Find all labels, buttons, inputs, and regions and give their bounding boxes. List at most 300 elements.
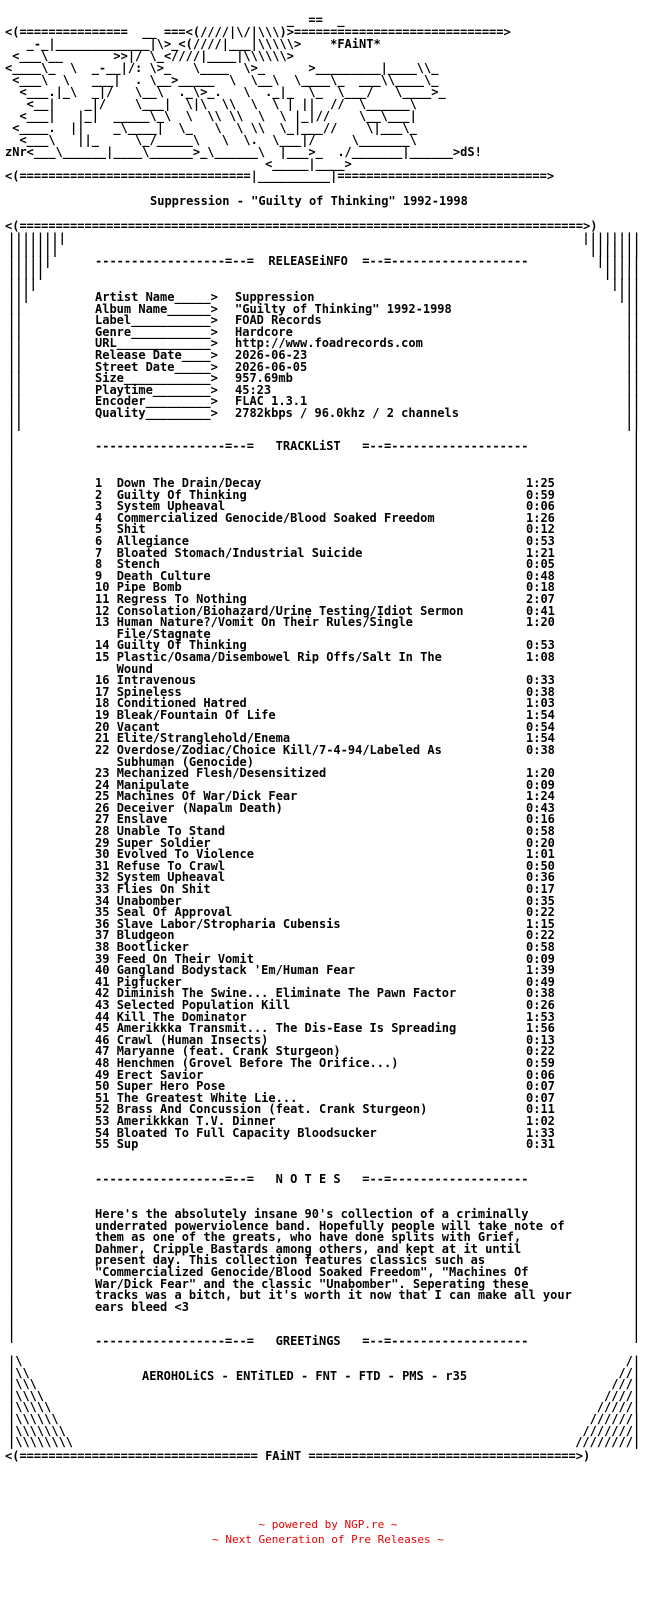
track-title: Spineless bbox=[116, 684, 182, 699]
logo-line: _-_|_____________|\>_<(////|___|\\\\\> *FAiNT* bbox=[5, 37, 381, 51]
track-title: Vacant bbox=[116, 719, 161, 734]
track-duration: 0:58 bbox=[526, 940, 555, 954]
track-number: 10 bbox=[95, 580, 110, 595]
frame-left-edge: | bbox=[8, 945, 16, 959]
frame-left-edge: | bbox=[8, 705, 16, 719]
track-title: Pipe Bomb bbox=[116, 580, 182, 595]
frame-right-edge: || bbox=[625, 393, 641, 408]
frame-right-edge: | bbox=[632, 1173, 641, 1187]
frame-left-edge: |\\ bbox=[8, 1365, 30, 1380]
track-title: Stench bbox=[116, 557, 161, 572]
frame-left-edge: || bbox=[8, 370, 23, 385]
track-number: 13 bbox=[95, 615, 110, 630]
frame-left-edge: | bbox=[8, 1269, 16, 1283]
track-duration: 1:15 bbox=[526, 916, 555, 931]
frame-left-edge: | bbox=[8, 585, 16, 599]
track-title: Gangland Bodystack 'Em/Human Fear bbox=[116, 963, 356, 978]
track-duration: 1:39 bbox=[526, 963, 555, 978]
frame-left-edge: | bbox=[8, 1149, 16, 1163]
track-number: 17 bbox=[95, 684, 110, 699]
footer-tagline: ~ Next Generation of Pre Releases ~ bbox=[212, 1533, 444, 1546]
section-header-greetings: ------------------=--= GREETiNGS =--=------------------- bbox=[95, 1334, 529, 1348]
frame-right-edge: | bbox=[632, 1221, 641, 1235]
frame-right-edge: | bbox=[632, 681, 641, 695]
track-title: Evolved To Violence bbox=[116, 847, 254, 862]
track-number: 49 bbox=[95, 1067, 110, 1082]
track-number: 38 bbox=[95, 940, 110, 954]
track-number: 12 bbox=[95, 603, 110, 618]
frame-right-edge: | bbox=[632, 1317, 641, 1331]
track-duration: 0:09 bbox=[526, 777, 555, 792]
frame-left-edge: | bbox=[8, 561, 16, 575]
track-number: 44 bbox=[95, 1009, 110, 1024]
notes-line: Dahmer, Cripple Bastards among others, and kept at it until bbox=[95, 1241, 522, 1256]
track-duration: 0:06 bbox=[526, 499, 555, 514]
frame-left-edge: ||||| bbox=[8, 265, 45, 280]
track-title: The Greatest White Lie... bbox=[116, 1090, 298, 1105]
frame-left-edge: | bbox=[8, 621, 16, 635]
track-duration: 1:20 bbox=[526, 766, 555, 780]
logo-line: zNr<___\______|____\______>_\______\ |___>_ ./_______|______>dS! bbox=[5, 145, 482, 159]
frame-left-edge: | bbox=[8, 1329, 16, 1343]
frame-right-edge: ////////| bbox=[575, 1435, 641, 1450]
frame-right-edge: | bbox=[632, 657, 641, 671]
track-number: 52 bbox=[95, 1102, 110, 1117]
frame-left-edge: | bbox=[8, 837, 16, 851]
frame-left-edge: | bbox=[8, 537, 16, 551]
track-duration: 0:07 bbox=[526, 1079, 555, 1094]
track-number: 32 bbox=[95, 870, 110, 885]
track-duration: 2:07 bbox=[526, 592, 555, 606]
frame-right-edge: | bbox=[632, 501, 641, 515]
frame-right-edge: | bbox=[632, 789, 641, 803]
track-title: Down The Drain/Decay bbox=[116, 476, 262, 490]
frame-left-edge: ||| bbox=[8, 289, 30, 303]
frame-left-edge: || bbox=[8, 300, 23, 315]
track-title: Intravenous bbox=[116, 673, 197, 688]
notes-line: present day. This collection features classics such as bbox=[95, 1253, 486, 1268]
track-duration: 1:25 bbox=[526, 476, 555, 490]
frame-right-edge: | bbox=[632, 729, 641, 743]
frame-left-edge: | bbox=[8, 729, 16, 743]
frame-right-edge: | bbox=[632, 1005, 641, 1019]
frame-right-edge: | bbox=[632, 1245, 641, 1259]
notes-line: "Commercialized Genocide/Blood Soaked Freedom", "Machines Of bbox=[95, 1265, 529, 1279]
frame-right-edge: ||| bbox=[618, 289, 641, 303]
frame-left-edge: | bbox=[8, 741, 16, 755]
track-duration: 0:33 bbox=[526, 673, 555, 688]
frame-right-edge: | bbox=[632, 429, 641, 443]
frame-right-edge: ///////| bbox=[582, 1423, 641, 1438]
track-duration: 0:54 bbox=[526, 719, 555, 734]
frame-left-edge: | bbox=[8, 633, 16, 647]
frame-right-edge: | bbox=[632, 537, 641, 551]
frame-right-edge: | bbox=[632, 909, 641, 923]
frame-left-edge: | bbox=[8, 597, 16, 611]
track-number: 34 bbox=[95, 893, 110, 908]
frame-left-edge: | bbox=[8, 1041, 16, 1055]
release-info-label: Artist Name_____> bbox=[95, 290, 218, 304]
track-duration: 0:06 bbox=[526, 1067, 555, 1082]
logo-line: <(================================|__________|=============================> bbox=[5, 169, 555, 183]
frame-right-edge: | bbox=[632, 633, 641, 647]
logo-line: <____\_ \ _-__|/: \>_ \____ \>_ >_________|____\\_ bbox=[5, 61, 439, 75]
track-duration: 0:53 bbox=[526, 534, 555, 548]
track-title: System Upheaval bbox=[116, 499, 226, 514]
track-duration: 0:59 bbox=[526, 487, 555, 502]
track-number: 30 bbox=[95, 847, 110, 862]
track-title: Super Hero Pose bbox=[116, 1079, 226, 1094]
frame-right-edge: |||||||| bbox=[582, 231, 641, 245]
frame-left-edge: | bbox=[8, 1293, 16, 1307]
track-number: 20 bbox=[95, 719, 110, 734]
frame-right-edge: | bbox=[632, 837, 641, 851]
track-title: Super Soldier bbox=[116, 835, 211, 850]
frame-right-edge: | bbox=[632, 1089, 641, 1103]
track-duration: 1:54 bbox=[526, 731, 555, 746]
frame-left-edge: | bbox=[8, 1089, 16, 1103]
frame-left-edge: | bbox=[8, 1209, 16, 1223]
track-number: 51 bbox=[95, 1090, 110, 1105]
frame-right-edge: | bbox=[632, 597, 641, 611]
track-title: Mechanized Flesh/Desensitized bbox=[116, 766, 327, 780]
frame-left-edge: || bbox=[8, 358, 23, 373]
frame-left-edge: | bbox=[8, 717, 16, 731]
track-title: Manipulate bbox=[116, 777, 189, 792]
frame-left-edge: |\ bbox=[8, 1354, 23, 1368]
track-duration: 0:59 bbox=[526, 1056, 555, 1070]
frame-right-edge: | bbox=[632, 1281, 641, 1295]
track-number: 46 bbox=[95, 1032, 110, 1047]
frame-left-edge: || bbox=[8, 416, 23, 431]
track-duration: 1:21 bbox=[526, 545, 555, 560]
frame-left-edge: |\\\\\\ bbox=[8, 1412, 59, 1426]
frame-right-edge: | bbox=[632, 813, 641, 827]
frame-left-edge: | bbox=[8, 1125, 16, 1139]
track-duration: 0:38 bbox=[526, 684, 555, 699]
frame-bottom: <(================================= FAiNT =====================================>) bbox=[5, 1449, 591, 1463]
release-info-value: 45:23 bbox=[235, 382, 272, 397]
frame-top: <(==============================================================================>) bbox=[5, 219, 598, 233]
frame-left-edge: |\\\\\\\ bbox=[8, 1423, 66, 1438]
section-header-releaseinfo: ------------------=--= RELEASEiNFO =--=------------------- bbox=[95, 254, 529, 268]
frame-left-edge: | bbox=[8, 525, 16, 539]
track-number: 50 bbox=[95, 1079, 110, 1094]
frame-right-edge: || bbox=[625, 335, 641, 350]
frame-left-edge: | bbox=[8, 1197, 16, 1211]
release-info-value: Suppression bbox=[235, 290, 315, 304]
track-duration: 0:18 bbox=[526, 580, 555, 595]
track-title: Plastic/Osama/Disembowel Rip Offs/Salt In The Wound bbox=[116, 650, 442, 676]
section-header-notes: ------------------=--= N O T E S =--=------------------- bbox=[95, 1172, 529, 1186]
frame-left-edge: | bbox=[8, 801, 16, 815]
frame-left-edge: | bbox=[8, 1245, 16, 1259]
frame-right-edge: | bbox=[632, 1125, 641, 1139]
release-info-label: Encoder_________> bbox=[95, 394, 218, 409]
track-row bbox=[95, 512, 435, 524]
track-title: Enslave bbox=[116, 812, 168, 827]
frame-left-edge: |||||| bbox=[8, 254, 52, 269]
track-title: Regress To Nothing bbox=[116, 592, 247, 606]
frame-right-edge: || bbox=[625, 416, 641, 431]
release-info-label: Playtime________> bbox=[95, 382, 218, 397]
release-info-label: Album Name______> bbox=[95, 301, 218, 316]
notes-line: War/Dick Fear" and the classic "Unabomber". Seperating these bbox=[95, 1276, 529, 1291]
frame-right-edge: | bbox=[632, 1269, 641, 1283]
track-number: 2 bbox=[95, 487, 103, 502]
frame-left-edge: | bbox=[8, 1173, 16, 1187]
track-title: Slave Labor/Stropharia Cubensis bbox=[116, 916, 341, 931]
track-title: Erect Savior bbox=[116, 1067, 204, 1082]
track-number: 23 bbox=[95, 766, 110, 780]
track-number: 45 bbox=[95, 1021, 110, 1036]
frame-right-edge: || bbox=[625, 358, 641, 373]
track-duration: 0:49 bbox=[526, 974, 555, 989]
notes-line: Here's the absolutely insane 90's collection of a criminally bbox=[95, 1207, 529, 1221]
frame-right-edge: | bbox=[632, 561, 641, 575]
frame-left-edge: | bbox=[8, 465, 16, 479]
track-title: Guilty Of Thinking bbox=[116, 638, 247, 653]
track-duration: 0:22 bbox=[526, 905, 555, 920]
release-subtitle: Suppression - "Guilty of Thinking" 1992-1998 bbox=[150, 194, 468, 208]
track-number: 9 bbox=[95, 568, 103, 583]
frame-right-edge: | bbox=[632, 1197, 641, 1211]
frame-right-edge: | bbox=[632, 465, 641, 479]
track-title: Allegiance bbox=[116, 534, 189, 548]
frame-left-edge: || bbox=[8, 347, 23, 361]
track-title: Amerikkkan T.V. Dinner bbox=[116, 1114, 276, 1128]
frame-right-edge: ||||| bbox=[604, 265, 641, 280]
frame-left-edge: | bbox=[8, 1161, 16, 1175]
frame-right-edge: |||| bbox=[611, 277, 641, 292]
frame-left-edge: |\\\\ bbox=[8, 1388, 45, 1403]
track-duration: 0:12 bbox=[526, 522, 555, 537]
track-number: 40 bbox=[95, 963, 110, 978]
frame-right-edge: | bbox=[632, 525, 641, 539]
track-title: Flies On Shit bbox=[116, 882, 211, 896]
track-duration: 1:20 bbox=[526, 615, 555, 630]
release-info-value: Hardcore bbox=[235, 324, 293, 339]
release-info-label: Release Date____> bbox=[95, 348, 218, 362]
frame-left-edge: | bbox=[8, 993, 16, 1007]
frame-left-edge: | bbox=[8, 429, 16, 443]
frame-left-edge: | bbox=[8, 501, 16, 515]
frame-left-edge: | bbox=[8, 669, 16, 683]
frame-left-edge: | bbox=[8, 1065, 16, 1079]
release-info-value: 2026-06-05 bbox=[235, 359, 308, 374]
greetings-text: AEROHOLiCS - ENTiTLED - FNT - FTD - PMS - r35 bbox=[142, 1369, 468, 1383]
logo-line: <___\__ >>|/ \_<////|____|\\\\\\> bbox=[5, 49, 294, 63]
track-title: Amerikkka Transmit... The Dis-Ease Is Spreading bbox=[116, 1021, 457, 1036]
track-row bbox=[95, 651, 442, 675]
track-title: Diminish The Swine... Eliminate The Pawn Factor bbox=[116, 986, 457, 1001]
track-duration: 1:56 bbox=[526, 1021, 555, 1036]
frame-right-edge: | bbox=[632, 1065, 641, 1079]
notes-line: underrated powerviolence band. Hopefully people will take note of bbox=[95, 1218, 565, 1233]
track-number: 15 bbox=[95, 650, 110, 664]
track-title: Crawl (Human Insects) bbox=[116, 1032, 269, 1047]
frame-left-edge: | bbox=[8, 1281, 16, 1295]
frame-left-edge: | bbox=[8, 813, 16, 827]
frame-left-edge: | bbox=[8, 825, 16, 839]
frame-right-edge: | bbox=[632, 513, 641, 527]
track-duration: 0:16 bbox=[526, 812, 555, 827]
frame-right-edge: | bbox=[632, 1053, 641, 1067]
track-title: Elite/Stranglehold/Enema bbox=[116, 731, 291, 746]
track-duration: 0:48 bbox=[526, 568, 555, 583]
track-duration: 0:22 bbox=[526, 1044, 555, 1059]
frame-right-edge: | bbox=[632, 1305, 641, 1319]
logo-line: _ == _ bbox=[5, 13, 345, 27]
frame-left-edge: | bbox=[8, 1185, 16, 1199]
release-info-value: FLAC 1.3.1 bbox=[235, 394, 308, 409]
release-info-label: Street Date_____> bbox=[95, 359, 218, 374]
logo-line: <_____|____> bbox=[5, 157, 352, 171]
frame-left-edge: | bbox=[8, 1053, 16, 1067]
frame-right-edge: | bbox=[632, 573, 641, 587]
frame-left-edge: | bbox=[8, 861, 16, 875]
frame-left-edge: | bbox=[8, 609, 16, 623]
track-duration: 0:38 bbox=[526, 742, 555, 757]
frame-left-edge: | bbox=[8, 1101, 16, 1115]
track-title: Shit bbox=[116, 522, 146, 537]
frame-right-edge: | bbox=[632, 1029, 641, 1043]
track-title: Commercialized Genocide/Blood Soaked Freedom bbox=[116, 510, 435, 525]
frame-left-edge: || bbox=[8, 312, 23, 327]
frame-left-edge: |||||||| bbox=[8, 231, 66, 245]
logo-line: <___| |_| _____\_\ \ \\ \\ \ \ |_|// \__\___| bbox=[5, 109, 417, 123]
frame-right-edge: | bbox=[632, 1041, 641, 1055]
frame-right-edge: | bbox=[632, 693, 641, 707]
track-number: 5 bbox=[95, 522, 103, 537]
frame-right-edge: | bbox=[632, 645, 641, 659]
track-number: 43 bbox=[95, 998, 110, 1012]
frame-left-edge: |||| bbox=[8, 277, 37, 292]
track-number: 18 bbox=[95, 696, 110, 711]
track-title: Kill The Dominator bbox=[116, 1009, 247, 1024]
track-number: 55 bbox=[95, 1137, 110, 1152]
track-number: 21 bbox=[95, 731, 110, 746]
frame-left-edge: | bbox=[8, 489, 16, 503]
track-duration: 0:11 bbox=[526, 1102, 555, 1117]
track-duration: 0:05 bbox=[526, 557, 555, 572]
frame-left-edge: |\\\\\ bbox=[8, 1400, 52, 1415]
frame-left-edge: | bbox=[8, 573, 16, 587]
frame-right-edge: //////| bbox=[589, 1412, 641, 1426]
track-title: Bootlicker bbox=[116, 940, 189, 954]
track-number: 7 bbox=[95, 545, 103, 560]
track-duration: 1:54 bbox=[526, 708, 555, 722]
frame-left-edge: | bbox=[8, 1113, 16, 1127]
track-number: 42 bbox=[95, 986, 110, 1001]
track-number: 54 bbox=[95, 1125, 110, 1140]
track-duration: 0:22 bbox=[526, 928, 555, 943]
track-number: 3 bbox=[95, 499, 103, 514]
track-duration: 0:31 bbox=[526, 1137, 555, 1152]
track-duration: 0:58 bbox=[526, 824, 555, 838]
footer-powered-by: ~ powered by NGP.re ~ bbox=[258, 1518, 398, 1531]
track-number: 53 bbox=[95, 1114, 110, 1128]
track-duration: 0:07 bbox=[526, 1090, 555, 1105]
frame-right-edge: | bbox=[632, 777, 641, 791]
frame-left-edge: | bbox=[8, 1137, 16, 1151]
track-number: 39 bbox=[95, 951, 110, 966]
track-number: 36 bbox=[95, 916, 110, 931]
track-number: 24 bbox=[95, 777, 110, 792]
frame-left-edge: | bbox=[8, 921, 16, 935]
track-title: Sup bbox=[116, 1137, 139, 1152]
frame-left-edge: ||||||| bbox=[8, 242, 59, 257]
track-title: Brass And Concussion (feat. Crank Sturgeon) bbox=[116, 1102, 428, 1117]
track-number: 31 bbox=[95, 858, 110, 873]
frame-left-edge: | bbox=[8, 1257, 16, 1271]
track-number: 6 bbox=[95, 534, 103, 548]
frame-left-edge: | bbox=[8, 549, 16, 563]
track-title: Pigfucker bbox=[116, 974, 182, 989]
track-number: 25 bbox=[95, 789, 110, 804]
track-duration: 1:01 bbox=[526, 847, 555, 862]
track-title: Unable To Stand bbox=[116, 824, 226, 838]
track-duration: 1:53 bbox=[526, 1009, 555, 1024]
release-info-label: Quality_________> bbox=[95, 406, 218, 420]
track-title: Machines Of War/Dick Fear bbox=[116, 789, 298, 804]
logo-line: <__| _|/ \___| \|\ \\ \ \ | || // \______\ bbox=[5, 97, 417, 111]
track-duration: 1:26 bbox=[526, 510, 555, 525]
logo-line: <___.|_\ _|/ \__\ ._\>_. \ ._|_ \_ \___/ \____>_ bbox=[5, 85, 446, 99]
track-row bbox=[95, 616, 413, 640]
notes-line: ears bleed <3 bbox=[95, 1299, 189, 1314]
release-info-value: 2782kbps / 96.0khz / 2 channels bbox=[235, 406, 459, 420]
frame-right-edge: //| bbox=[618, 1365, 641, 1380]
frame-left-edge: || bbox=[8, 323, 23, 338]
track-number: 26 bbox=[95, 800, 110, 815]
frame-right-edge: | bbox=[632, 717, 641, 731]
track-number: 11 bbox=[95, 592, 110, 606]
frame-right-edge: /////| bbox=[596, 1400, 641, 1415]
logo-line: <(=============== __ ===<(////|\/|\\\)>=============================> bbox=[5, 25, 511, 39]
release-info-value: "Guilty of Thinking" 1992-1998 bbox=[235, 301, 452, 316]
frame-left-edge: | bbox=[8, 1077, 16, 1091]
track-duration: 1:03 bbox=[526, 696, 555, 711]
track-duration: 0:17 bbox=[526, 882, 555, 896]
frame-right-edge: | bbox=[632, 873, 641, 887]
frame-left-edge: | bbox=[8, 957, 16, 971]
frame-right-edge: | bbox=[632, 705, 641, 719]
frame-right-edge: | bbox=[632, 1149, 641, 1163]
frame-right-edge: | bbox=[632, 1101, 641, 1115]
track-title: Death Culture bbox=[116, 568, 211, 583]
track-title: Guilty Of Thinking bbox=[116, 487, 247, 502]
track-title: System Upheaval bbox=[116, 870, 226, 885]
frame-left-edge: || bbox=[8, 335, 23, 350]
frame-right-edge: | bbox=[632, 825, 641, 839]
frame-left-edge: | bbox=[8, 513, 16, 527]
release-info-label: URL_____________> bbox=[95, 336, 218, 351]
track-number: 29 bbox=[95, 835, 110, 850]
frame-left-edge: | bbox=[8, 933, 16, 947]
track-title: Conditioned Hatred bbox=[116, 696, 247, 711]
frame-right-edge: | bbox=[632, 1293, 641, 1307]
frame-left-edge: | bbox=[8, 1233, 16, 1247]
frame-right-edge: | bbox=[632, 669, 641, 683]
track-title: Deceiver (Napalm Death) bbox=[116, 800, 283, 815]
frame-right-edge: | bbox=[632, 801, 641, 815]
track-title: Henchmen (Grovel Before The Orifice...) bbox=[116, 1056, 399, 1070]
frame-right-edge: | bbox=[632, 477, 641, 491]
frame-right-edge: | bbox=[632, 1257, 641, 1271]
notes-line: them as one of the greats, who have done splits with Grief, bbox=[95, 1230, 522, 1245]
frame-left-edge: | bbox=[8, 1005, 16, 1019]
